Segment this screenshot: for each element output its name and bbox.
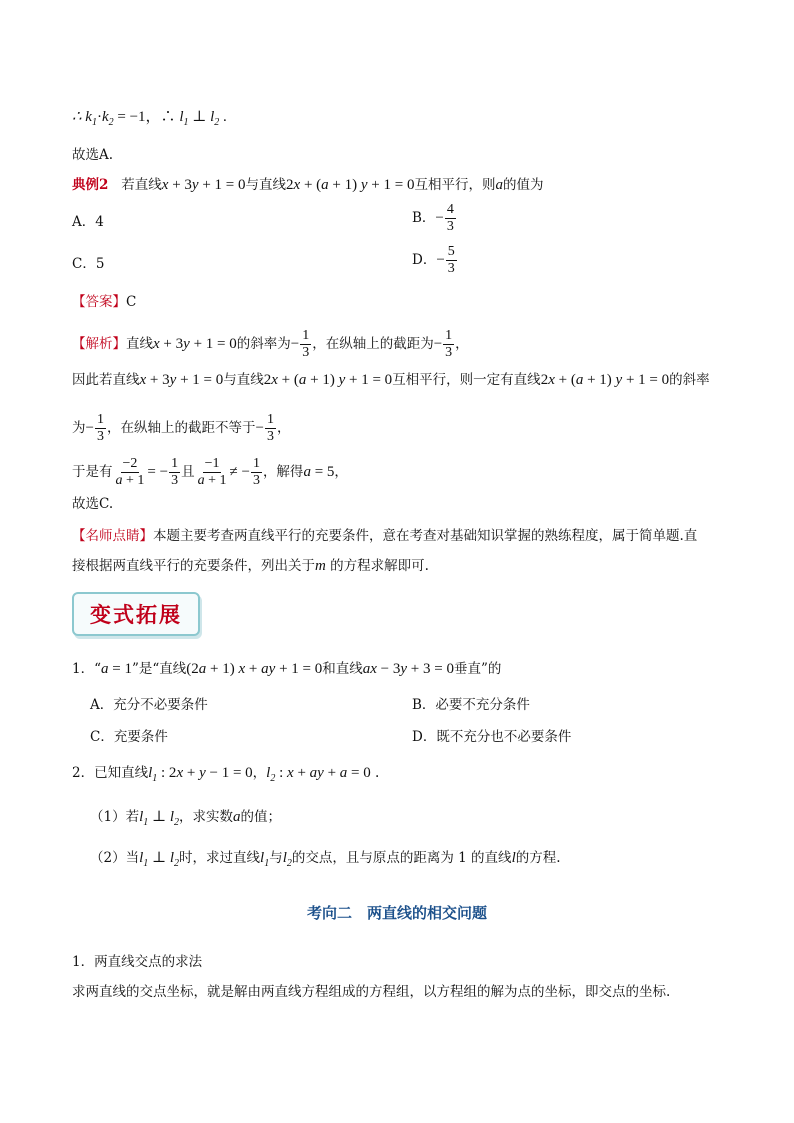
analysis-line-3: 为− $\frac{1}{3}$ ，在纵轴上的截距不等于− $\frac{1}{3}$ ， [72,412,291,444]
q1-option-a: A．充分不必要条件 [90,697,208,713]
example2-option-c: C．5 [72,256,105,272]
tip-line-1: 【名师点睛】本题主要考查两直线平行的充要条件，意在考查对基础知识掌握的熟练程度，属于简单题.直 [72,528,698,544]
q2-sub1: （1）若$l_1$ ⊥ $l_2$，求实数a的值； [90,809,282,828]
q2-stem: 2．已知直线$l_1$ : 2x + y − 1 = 0，$l_2$ : x + ay + a = 0 . [72,765,380,784]
choose-a-line: 故选A. [72,147,114,163]
variant-extension-badge: 变式拓展 [72,592,200,636]
analysis-line-1: 【解析】直线x + 3y + 1 = 0的斜率为− $\frac{1}{3}$ ，在纵轴上的截距为− $\frac{1}{3}$ ， [72,328,469,360]
analysis-line-5: 故选C. [72,496,114,512]
answer-line: 【答案】C [72,294,137,310]
section1-text: 求两直线的交点坐标，就是解由两直线方程组成的方程组，以方程组的解为点的坐标，即交点的坐标. [72,984,671,1000]
q1-stem: 1．“a = 1”是“直线(2a + 1) x + ay + 1 = 0和直线ax − 3y + 3 = 0垂直”的 [72,661,502,677]
example2-option-d: D．− $\frac{5}{3}$ [412,244,455,276]
example2-stem: 典例2 若直线x + 3y + 1 = 0与直线2x + (a + 1) y + 1 = 0互相平行，则a的值为 [72,177,544,193]
analysis-line-4: 于是有 $\frac{-2}{a + 1}$ = − $\frac{1}{3}$ 且 $\frac{-1}{a + 1}$ ≠ − $\frac{1}{3}$ ，解得a = 5， [72,456,348,488]
conclusion-math: ∴ $k_1\cdot k_2 = -1$，∴ $l_1$ ⊥ $l_2$ . [72,109,227,128]
analysis-line-2: 因此若直线x + 3y + 1 = 0与直线2x + (a + 1) y + 1 = 0互相平行，则一定有直线2x + (a + 1) y + 1 = 0的斜率 [72,372,710,388]
example2-label: 典例2 [72,177,109,193]
example2-option-a: A．4 [72,214,104,230]
q1-option-c: C．充要条件 [90,729,168,745]
tip-line-2: 接根据两直线平行的充要条件，列出关于m 的方程求解即可. [72,558,429,574]
q1-option-d: D．既不充分也不必要条件 [412,729,572,745]
q2-sub2: （2）当$l_1$ ⊥ $l_2$时，求过直线$l_1$与$l_2$的交点，且与原点的距离为 1 的直线l的方程. [90,850,561,869]
conclusion-line [72,107,227,133]
section-heading: 考向二 两直线的相交问题 [306,904,487,922]
section1-title: 1．两直线交点的求法 [72,954,203,970]
example2-option-b: B．− $\frac{4}{3}$ [412,202,454,234]
q1-option-b: B．必要不充分条件 [412,697,530,713]
